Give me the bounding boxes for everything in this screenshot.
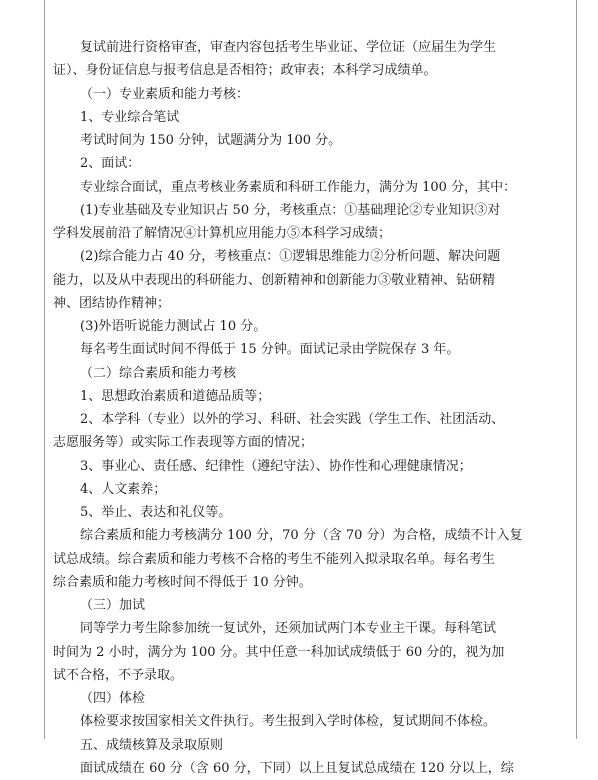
text-line: 同等学力考生除参加统一复试外，还须加试两门本专业主干课。每科笔试 (80, 621, 497, 637)
page-edge-left (44, 0, 45, 739)
text-line: 试总成绩。综合素质和能力考核不合格的考生不能列入拟录取名单。每名考生 (53, 551, 496, 567)
text-line: （二）综合素质和能力考核 (80, 365, 237, 381)
text-line: （一）专业素质和能力考核： (80, 86, 250, 102)
text-line: (3)外语听说能力测试占 10 分。 (80, 319, 267, 334)
text-line: 五、成绩核算及录取原则 (80, 737, 224, 753)
text-line: (2)综合能力占 40 分，考核重点：①逻辑思维能力②分析问题、解决问题 (80, 249, 501, 265)
text-line: 能力，以及从中表现出的科研能力、创新精神和创新能力③敬业精神、钻研精 (53, 272, 496, 288)
text-line: 时间为 2 小时，满分为 100 分。其中任意一科加试成绩低于 60 分的，视为加 (53, 644, 505, 660)
document-body (53, 36, 542, 780)
text-line: 1、思想政治素质和道德品质等； (80, 388, 271, 404)
text-line: (1)专业基础及专业知识占 50 分，考核重点：①基础理论②专业知识③对 (80, 202, 501, 218)
text-line: 5、举止、表达和礼仪等。 (80, 505, 232, 520)
text-line: 复试前进行资格审查，审查内容包括考生毕业证、学位证（应届生为学生 (80, 40, 497, 55)
text-line: 面试成绩在 60 分（含 60 分，下同）以上且复试总成绩在 120 分以上，综 (80, 760, 514, 776)
text-line: 3、事业心、责任感、纪律性（遵纪守法）、协作性和心理健康情况； (80, 458, 472, 474)
text-line: 综合素质和能力考核时间不得低于 10 分钟。 (53, 574, 312, 590)
text-line: 试不合格，不予录取。 (53, 667, 184, 683)
text-line: （三）加试 (80, 598, 146, 613)
text-line: 证）、身份证信息与报考信息是否相符；政审表；本科学习成绩单。 (53, 63, 437, 79)
text-line: 神、团结协作精神； (53, 295, 171, 311)
text-line: 志愿服务等）或实际工作表现等方面的情况； (53, 435, 314, 451)
text-line: （四）体检 (80, 691, 146, 706)
text-line: 2、本学科（专业）以外的学习、科研、社会实践（学生工作、社团活动、 (80, 412, 505, 427)
text-line: 考试时间为 150 分钟，试题满分为 100 分。 (80, 133, 342, 148)
text-line: 1、专业综合笔试 (80, 109, 180, 125)
text-line: 专业综合面试，重点考核业务素质和科研工作能力，满分为 100 分，其中： (80, 179, 517, 195)
page-edge-right (576, 0, 577, 739)
text-line: 综合素质和能力考核满分 100 分，70 分（含 70 分）为合格，成绩不计入复 (80, 528, 523, 544)
text-line: 2、面试： (80, 156, 141, 172)
text-line: 学科发展前沿了解情况④计算机应用能力⑤本科学习成绩； (53, 226, 392, 241)
text-line: 体检要求按国家相关文件执行。考生报到入学时体检，复试期间不体检。 (80, 714, 497, 730)
text-line: 4、人文素养； (80, 481, 167, 497)
text-line: 每名考生面试时间不得低于 15 分钟。面试记录由学院保存 3 年。 (80, 342, 460, 358)
